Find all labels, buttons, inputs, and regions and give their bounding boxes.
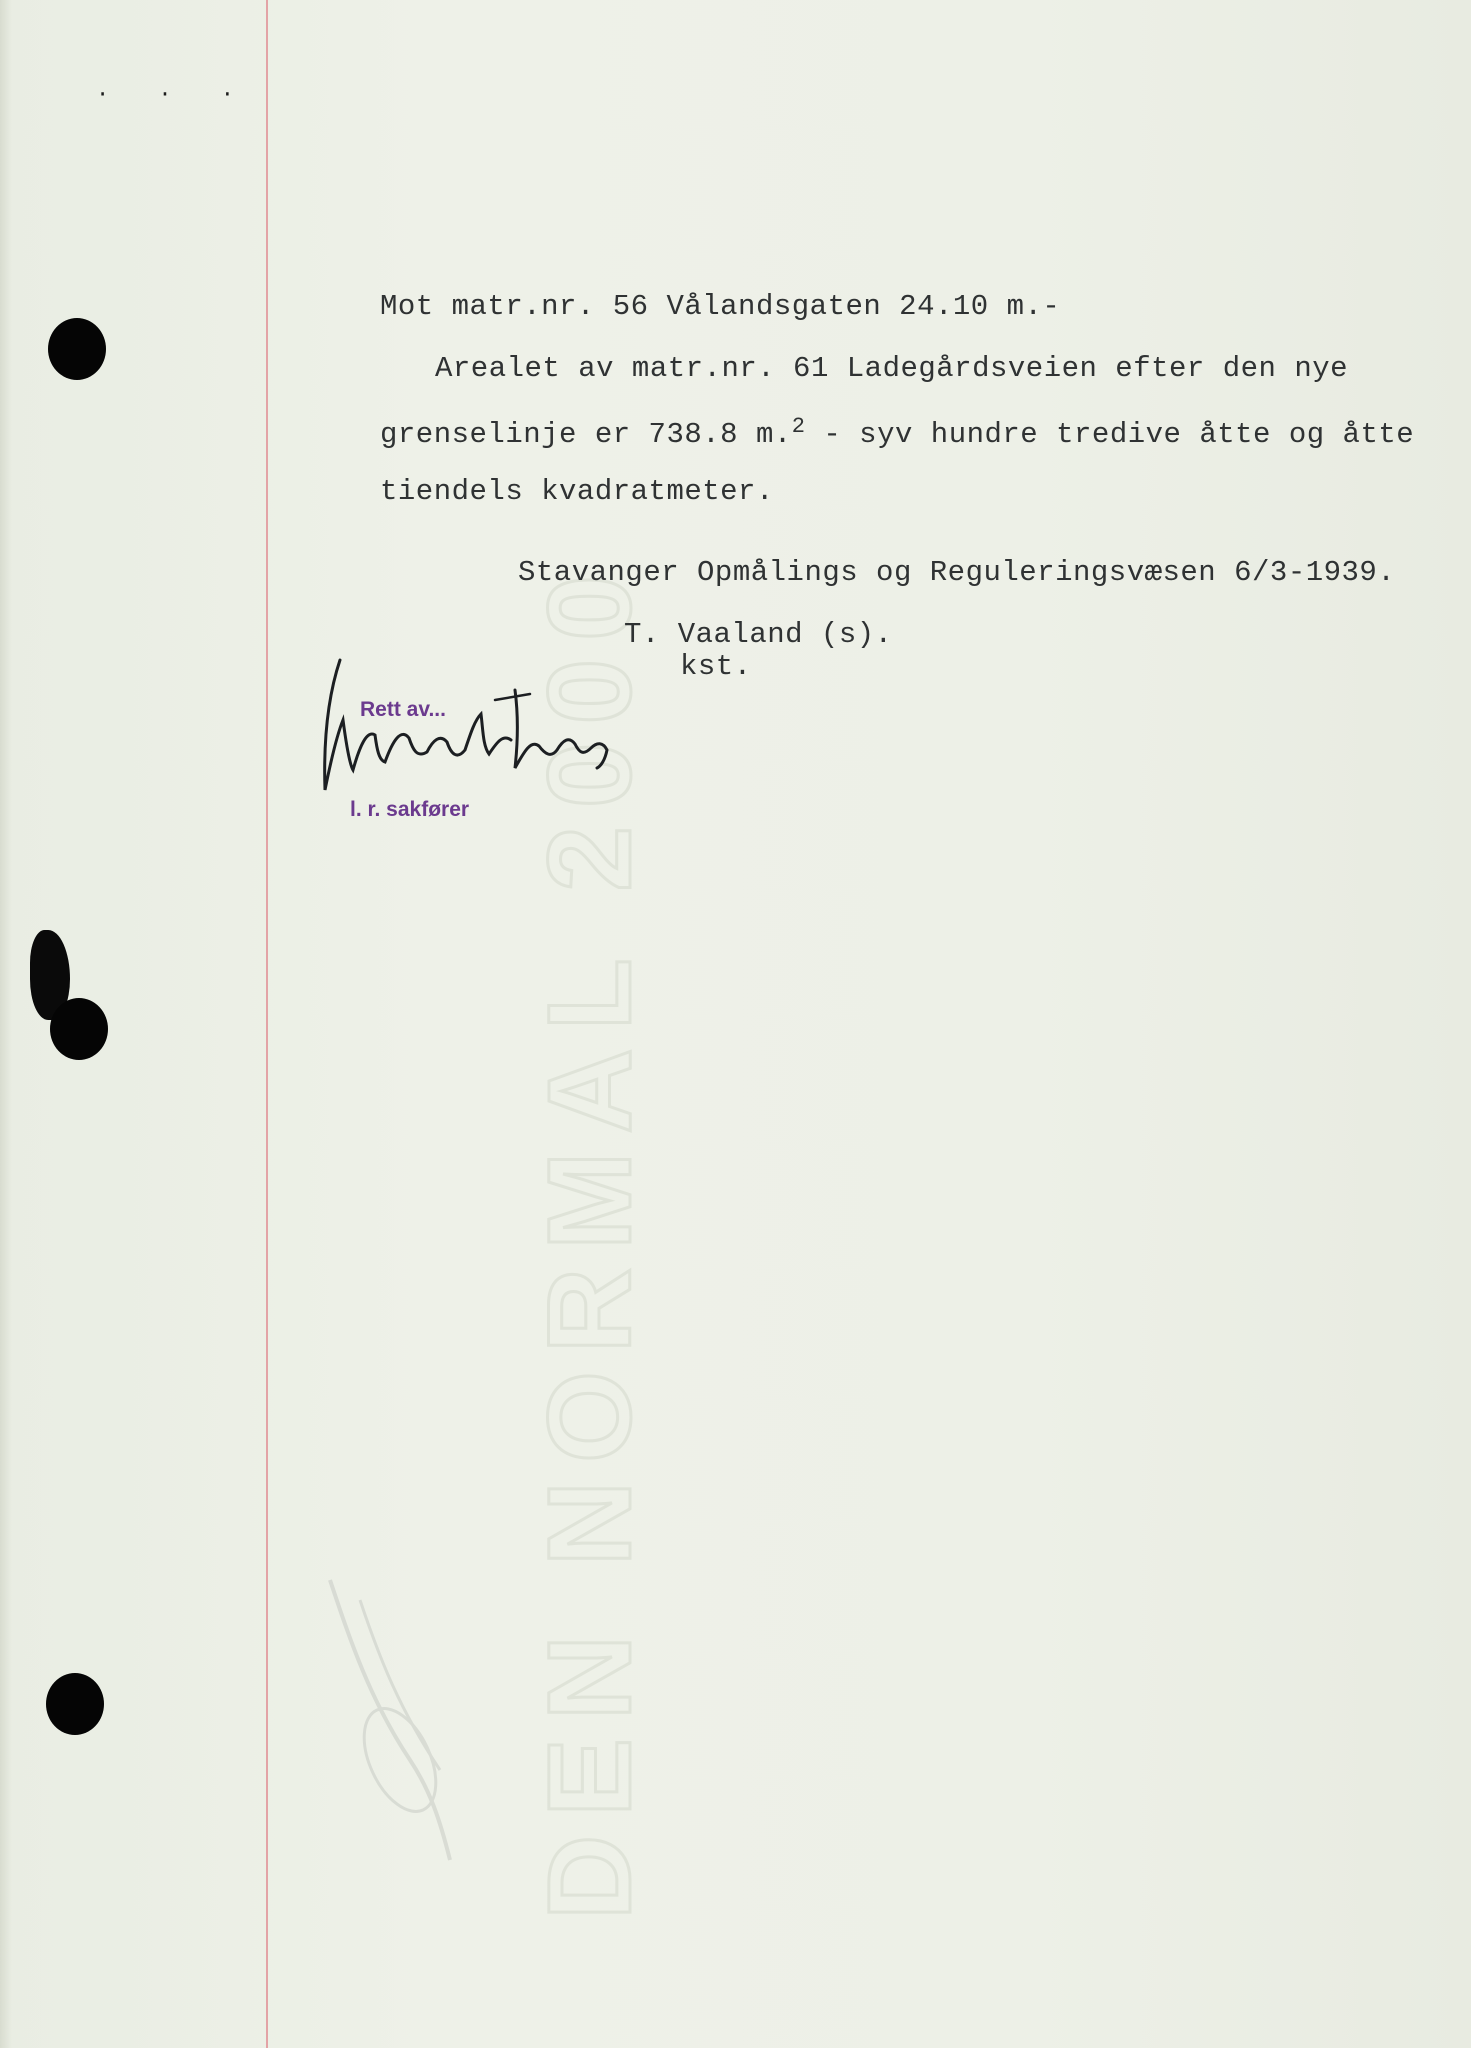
text-line-3-start: grenselinje er 738.8 m.: [380, 418, 792, 451]
stamp-top-text: Rett av...: [360, 698, 446, 721]
stamp-bottom-text: l. r. sakfører: [350, 798, 470, 821]
certification-stamp: [305, 650, 625, 830]
corner-marks: · · ·: [96, 82, 253, 107]
faint-stamp-impression: [290, 1560, 510, 1880]
text-line-6: T. Vaaland (s).: [624, 618, 893, 651]
text-line-7: kst.: [680, 650, 752, 683]
punch-hole-bottom: [46, 1673, 104, 1735]
watermark: [520, 60, 660, 1920]
scan-edge-shadow: [0, 0, 12, 2048]
punch-hole-middle: [50, 998, 108, 1060]
punch-hole-top: [48, 318, 106, 380]
text-line-1: Mot matr.nr. 56 Vålandsgaten 24.10 m.-: [380, 290, 1061, 323]
text-line-4: tiendels kvadratmeter.: [380, 475, 774, 508]
text-line-5: Stavanger Opmålings og Reguleringsvæsen 6/3-1939.: [518, 556, 1396, 589]
superscript: 2: [791, 414, 806, 439]
text-line-3-end: - syv hundre tredive åtte og åtte: [805, 418, 1415, 451]
text-line-2: Arealet av matr.nr. 61 Ladegårdsveien efter den nye: [435, 352, 1349, 385]
text-line-3: [380, 414, 1414, 451]
watermark-text: DEN NORMAL 2000: [524, 557, 656, 1920]
margin-line: [266, 0, 268, 2048]
